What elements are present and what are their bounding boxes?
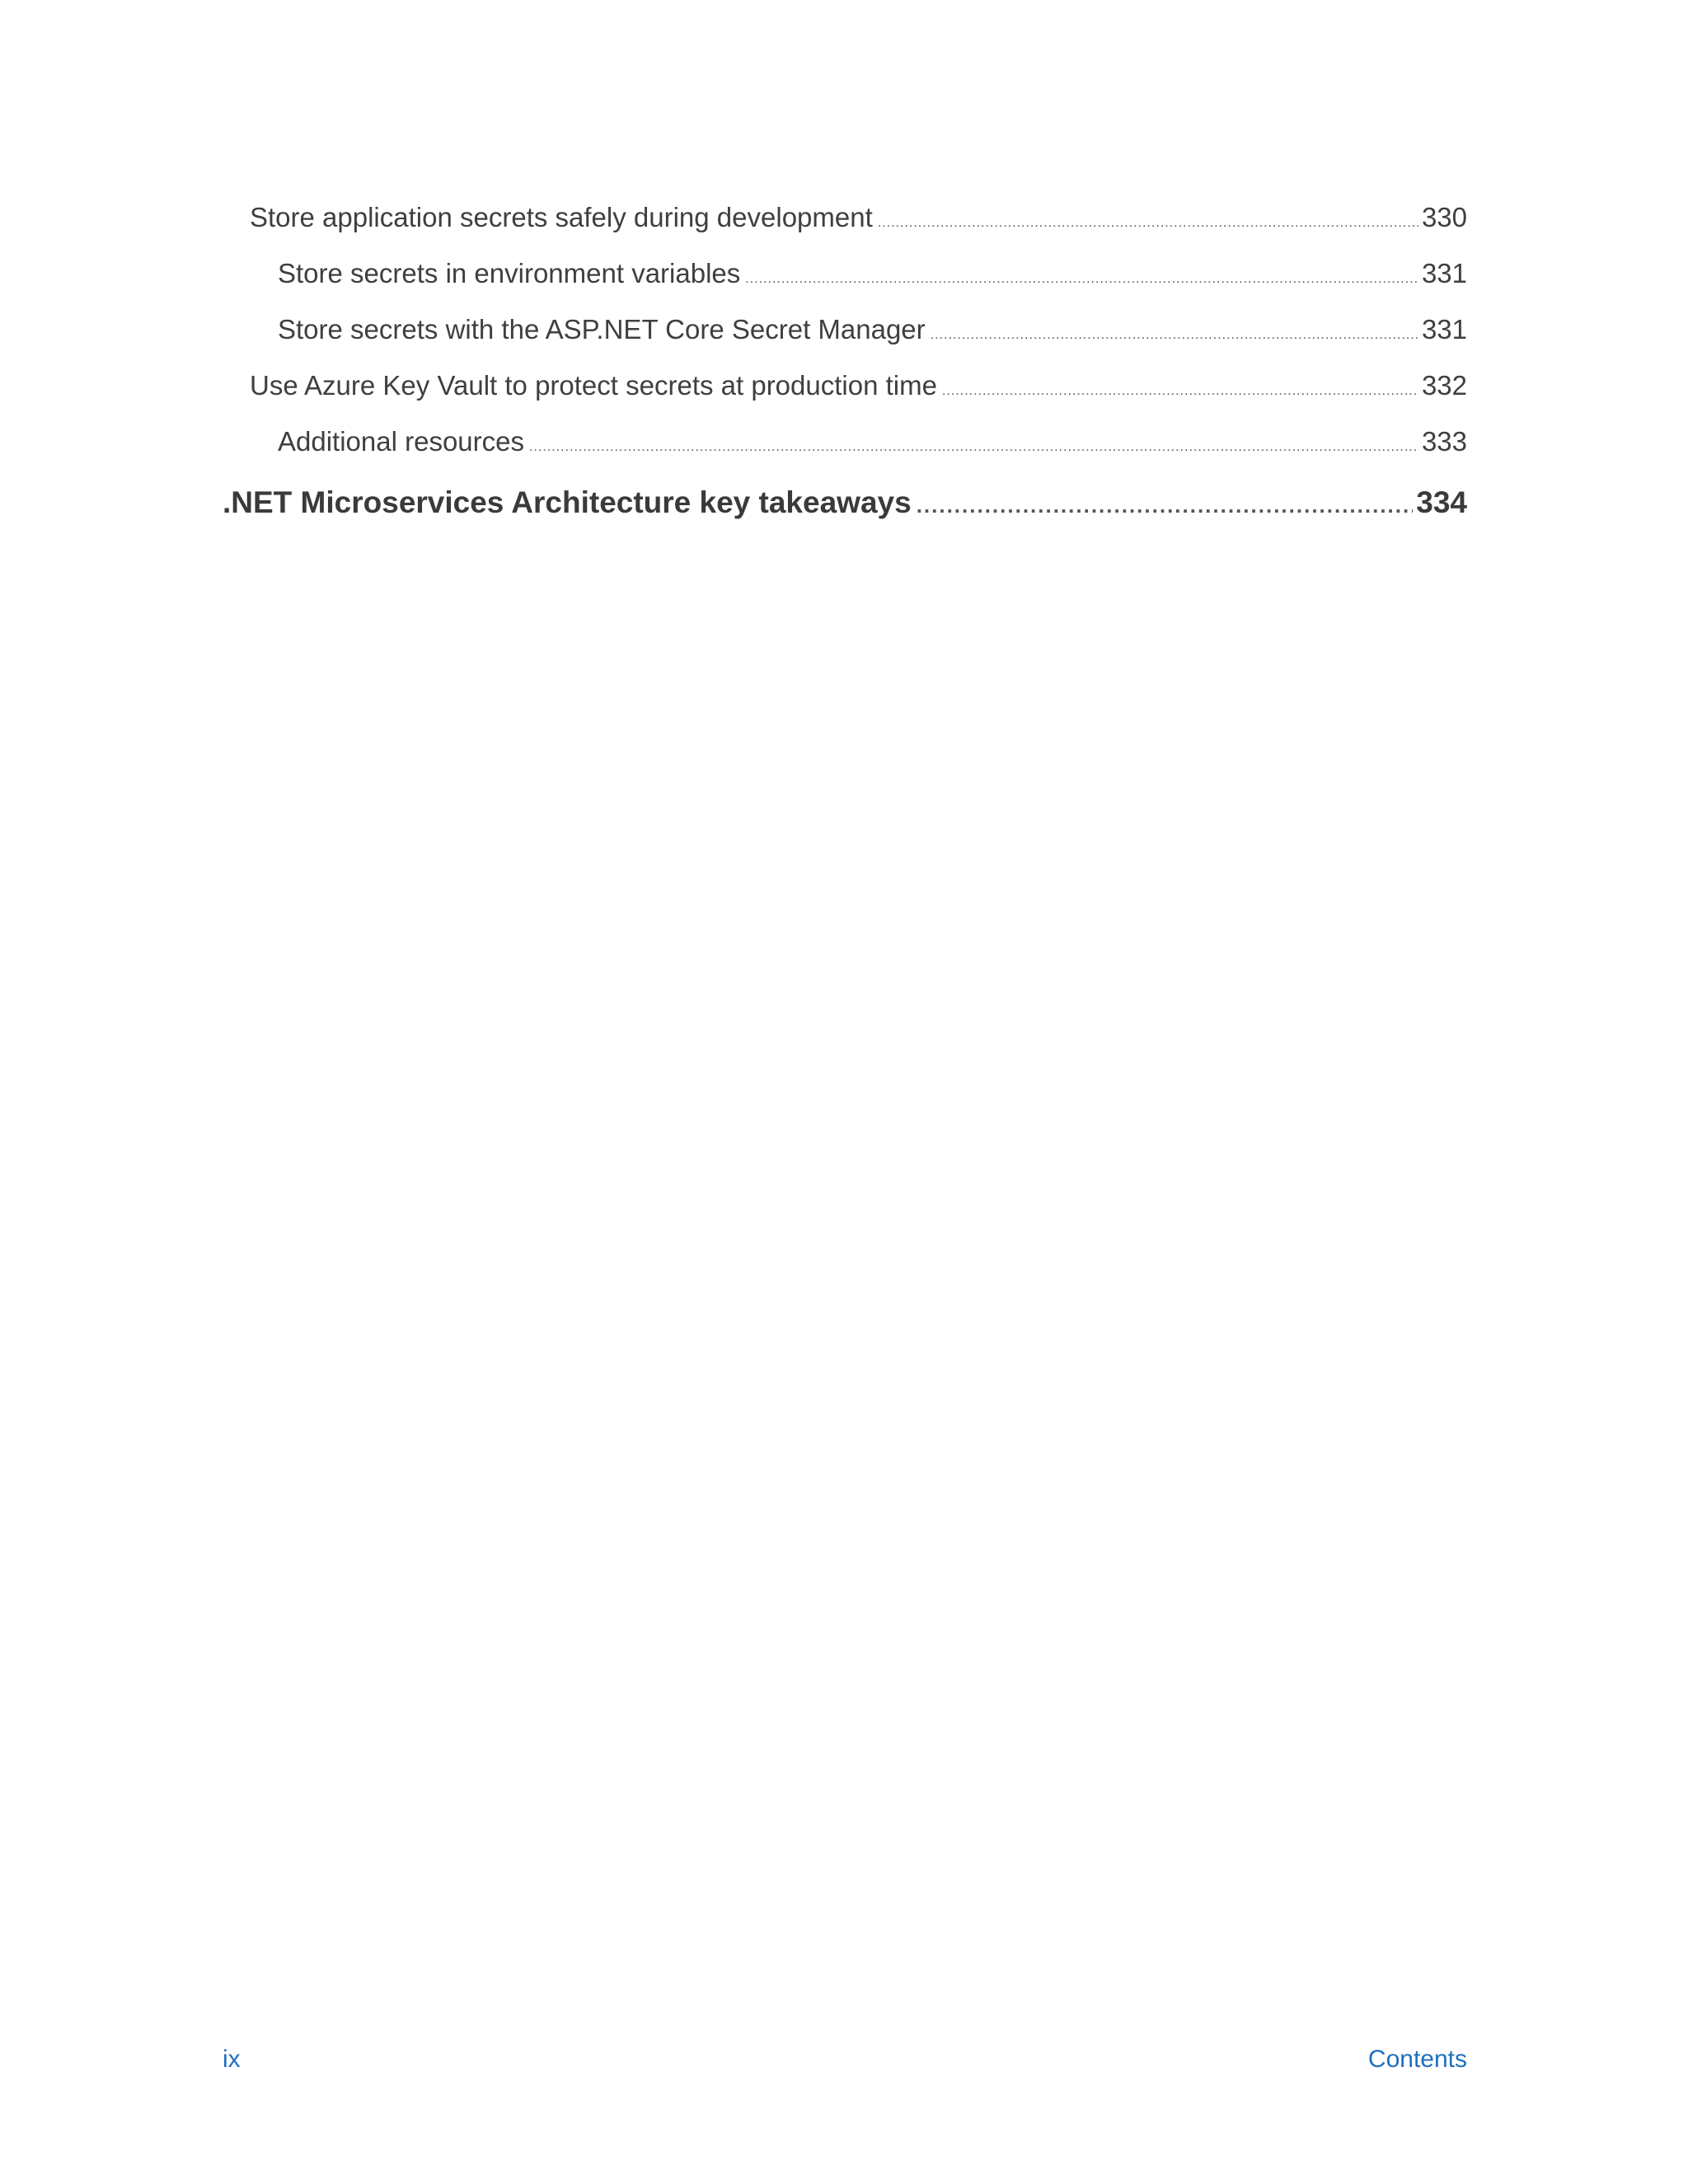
toc-entry-page: 330 — [1421, 202, 1467, 232]
dot-leader — [917, 479, 1414, 532]
dot-leader — [745, 258, 1418, 301]
toc-entry-title: Store secrets with the ASP.NET Core Secret Manager — [278, 314, 926, 344]
toc-entry-title: .NET Microservices Architecture key takeaways — [223, 485, 912, 519]
toc-entry[interactable] — [223, 420, 1467, 476]
toc-entry-page: 331 — [1421, 314, 1467, 344]
page-footer — [223, 2046, 1467, 2074]
toc-entry-title: Additional resources — [278, 426, 524, 457]
toc-entry[interactable] — [223, 364, 1467, 420]
toc-chapter-entry[interactable] — [223, 476, 1467, 532]
dot-leader — [942, 370, 1418, 413]
dot-leader — [529, 426, 1418, 469]
footer-contents-link[interactable]: Contents — [1367, 2046, 1467, 2073]
toc-entry-title: Store secrets in environment variables — [278, 258, 741, 288]
toc-entry-title: Store application secrets safely during development — [250, 202, 873, 232]
footer-page-number: ix — [223, 2046, 241, 2073]
dot-leader — [931, 314, 1418, 357]
table-of-contents — [223, 196, 1467, 532]
toc-entry[interactable] — [223, 252, 1467, 308]
toc-entry-page: 333 — [1421, 426, 1467, 457]
toc-entry[interactable] — [223, 196, 1467, 252]
dot-leader — [878, 202, 1418, 245]
toc-entry[interactable] — [223, 308, 1467, 364]
toc-entry-page: 332 — [1421, 370, 1467, 401]
toc-entry-page: 334 — [1416, 485, 1467, 519]
toc-entry-page: 331 — [1421, 258, 1467, 288]
toc-entry-title: Use Azure Key Vault to protect secrets at production time — [250, 370, 937, 401]
